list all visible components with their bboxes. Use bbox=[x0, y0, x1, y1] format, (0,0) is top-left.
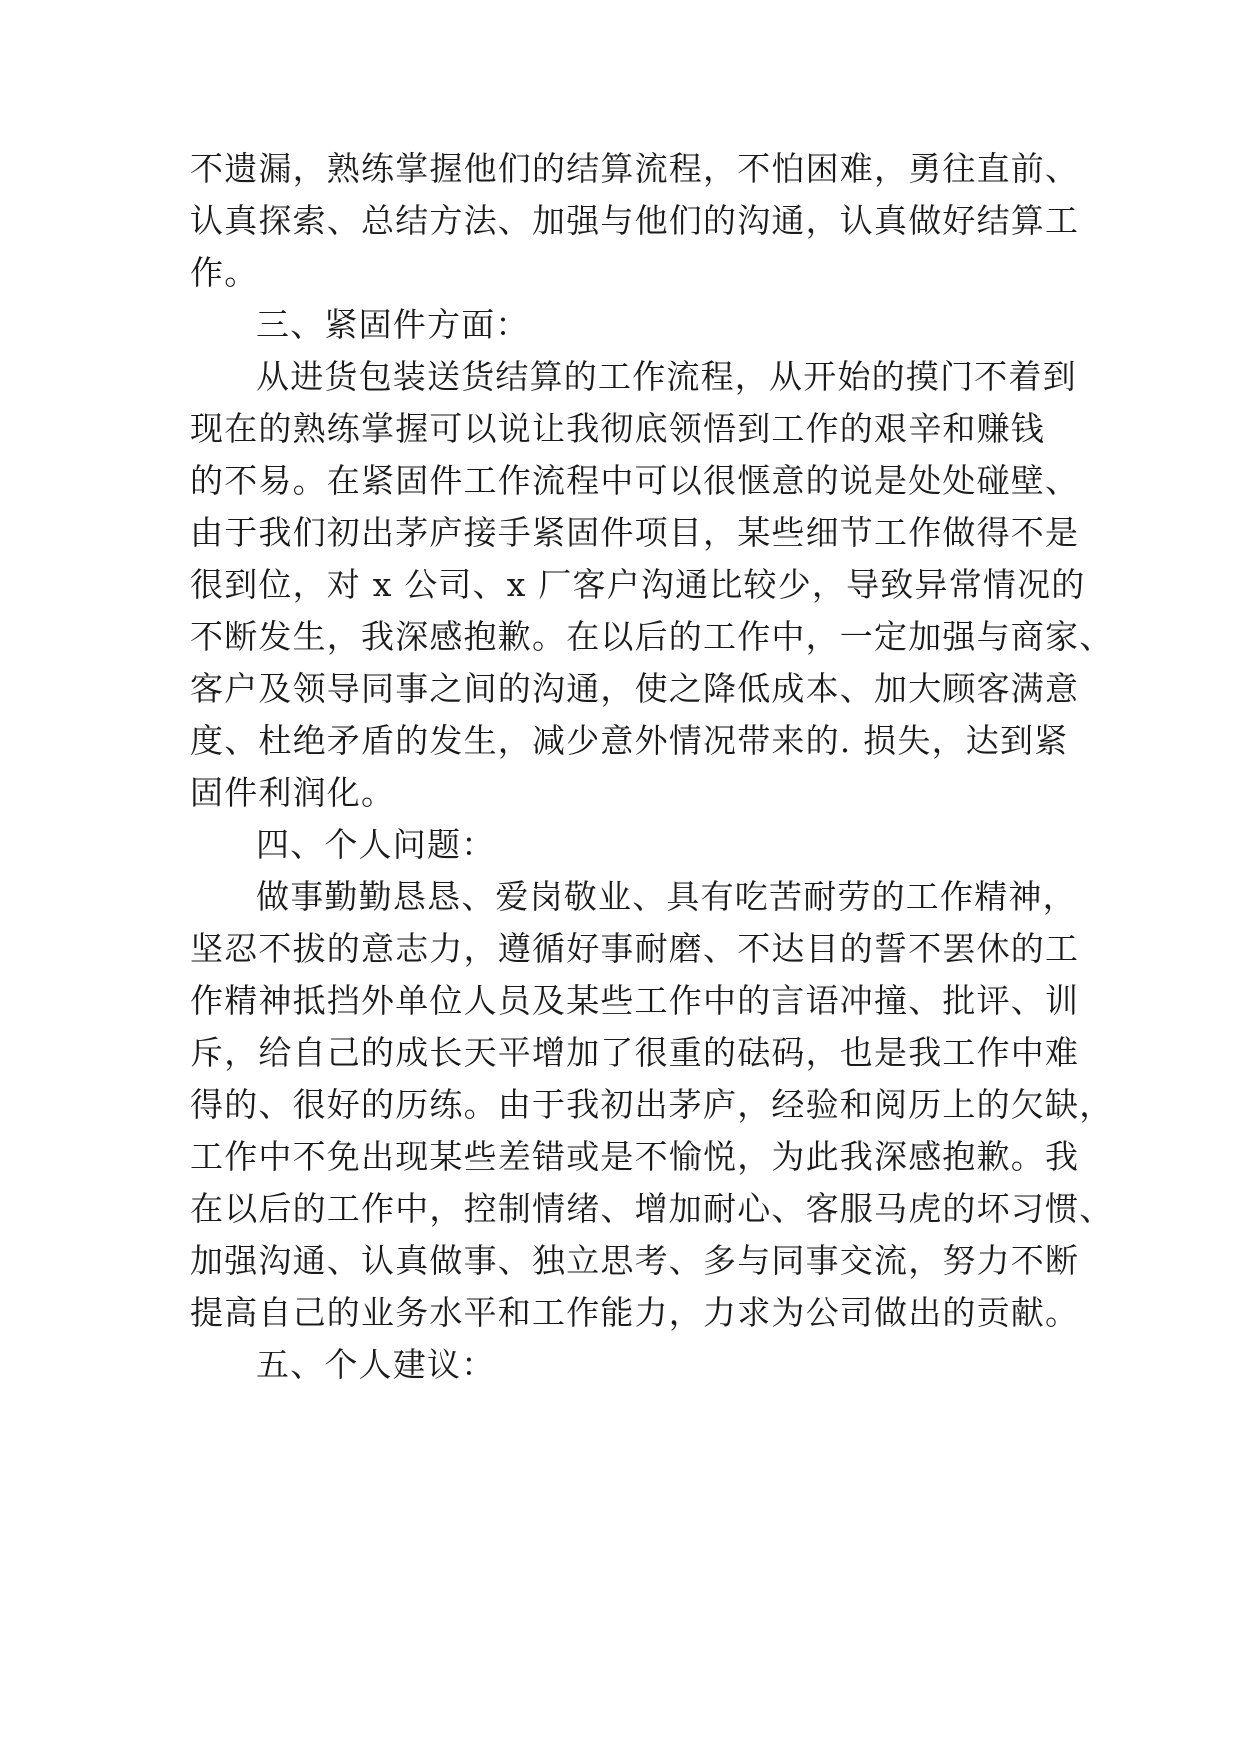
paragraph-line: 斥，给自己的成长天平增加了很重的砝码，也是我工作中难 bbox=[190, 1033, 1080, 1072]
section-heading: 三、紧固件方面： bbox=[256, 305, 530, 344]
paragraph-line: 度、杜绝矛盾的发生，减少意外情况带来的. 损失，达到紧 bbox=[190, 721, 1069, 760]
section-heading: 四、个人问题： bbox=[256, 825, 496, 864]
paragraph-line: 提高自己的业务水平和工作能力，力求为公司做出的贡献。 bbox=[190, 1293, 1080, 1332]
paragraph-line: 固件利润化。 bbox=[190, 773, 396, 812]
paragraph-line: 工作中不免出现某些差错或是不愉悦，为此我深感抱歉。我 bbox=[190, 1137, 1080, 1176]
paragraph-line: 的不易。在紧固件工作流程中可以很惬意的说是处处碰壁、 bbox=[190, 461, 1080, 500]
paragraph-line: 做事勤勤恳恳、爱岗敬业、具有吃苦耐劳的工作精神， bbox=[256, 877, 1077, 916]
paragraph-line: 从进货包装送货结算的工作流程，从开始的摸门不着到 bbox=[256, 357, 1077, 396]
paragraph-line: 作精神抵挡外单位人员及某些工作中的言语冲撞、批评、训 bbox=[190, 981, 1080, 1020]
paragraph-line: 不断发生，我深感抱歉。在以后的工作中，一定加强与商家、 bbox=[190, 617, 1114, 656]
paragraph-line: 加强沟通、认真做事、独立思考、多与同事交流，努力不断 bbox=[190, 1241, 1080, 1280]
paragraph-line: 认真探索、总结方法、加强与他们的沟通，认真做好结算工 bbox=[190, 201, 1080, 240]
paragraph-line: 作。 bbox=[190, 253, 259, 292]
paragraph-line: 客户及领导同事之间的沟通，使之降低成本、加大顾客满意 bbox=[190, 669, 1080, 708]
paragraph-line: 很到位，对 x 公司、x 厂客户沟通比较少，导致异常情况的 bbox=[190, 565, 1086, 604]
paragraph-line: 现在的熟练掌握可以说让我彻底领悟到工作的艰辛和赚钱 bbox=[190, 409, 1045, 448]
section-heading: 五、个人建议： bbox=[256, 1345, 496, 1384]
paragraph-line: 由于我们初出茅庐接手紧固件项目，某些细节工作做得不是 bbox=[190, 513, 1080, 552]
paragraph-line: 在以后的工作中，控制情绪、增加耐心、客服马虎的坏习惯、 bbox=[190, 1189, 1114, 1228]
paragraph-line: 不遗漏，熟练掌握他们的结算流程，不怕困难，勇往直前、 bbox=[190, 149, 1080, 188]
paragraph-line: 坚忍不拔的意志力，遵循好事耐磨、不达目的誓不罢休的工 bbox=[190, 929, 1080, 968]
paragraph-line: 得的、很好的历练。由于我初出茅庐，经验和阅历上的欠缺， bbox=[190, 1085, 1114, 1124]
